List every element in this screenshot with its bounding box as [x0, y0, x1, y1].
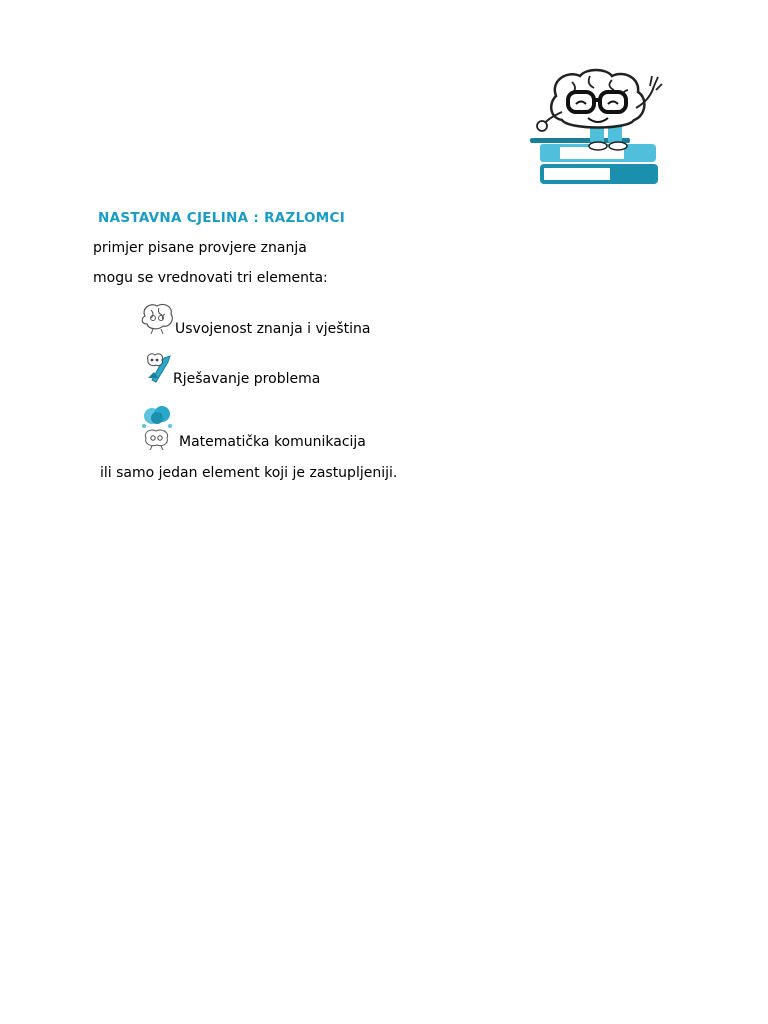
brain-on-books-illustration — [528, 68, 666, 188]
element-label-math-communication: Matematička komunikacija — [179, 434, 366, 450]
intro-line-2: mogu se vrednovati tri elementa: — [93, 270, 328, 286]
closing-line: ili samo jedan element koji je zastupljeniji. — [100, 465, 398, 481]
element-label-problem-solving: Rješavanje problema — [173, 371, 321, 387]
element-label-knowledge: Usvojenost znanja i vještina — [175, 321, 371, 337]
brain-speech-bubble-icon — [138, 404, 176, 450]
brain-rocket-icon — [144, 352, 172, 384]
intro-line-1: primjer pisane provjere znanja — [93, 240, 307, 256]
page-title: NASTAVNA CJELINA : RAZLOMCI — [98, 210, 346, 226]
brain-sketch-icon — [139, 302, 175, 336]
